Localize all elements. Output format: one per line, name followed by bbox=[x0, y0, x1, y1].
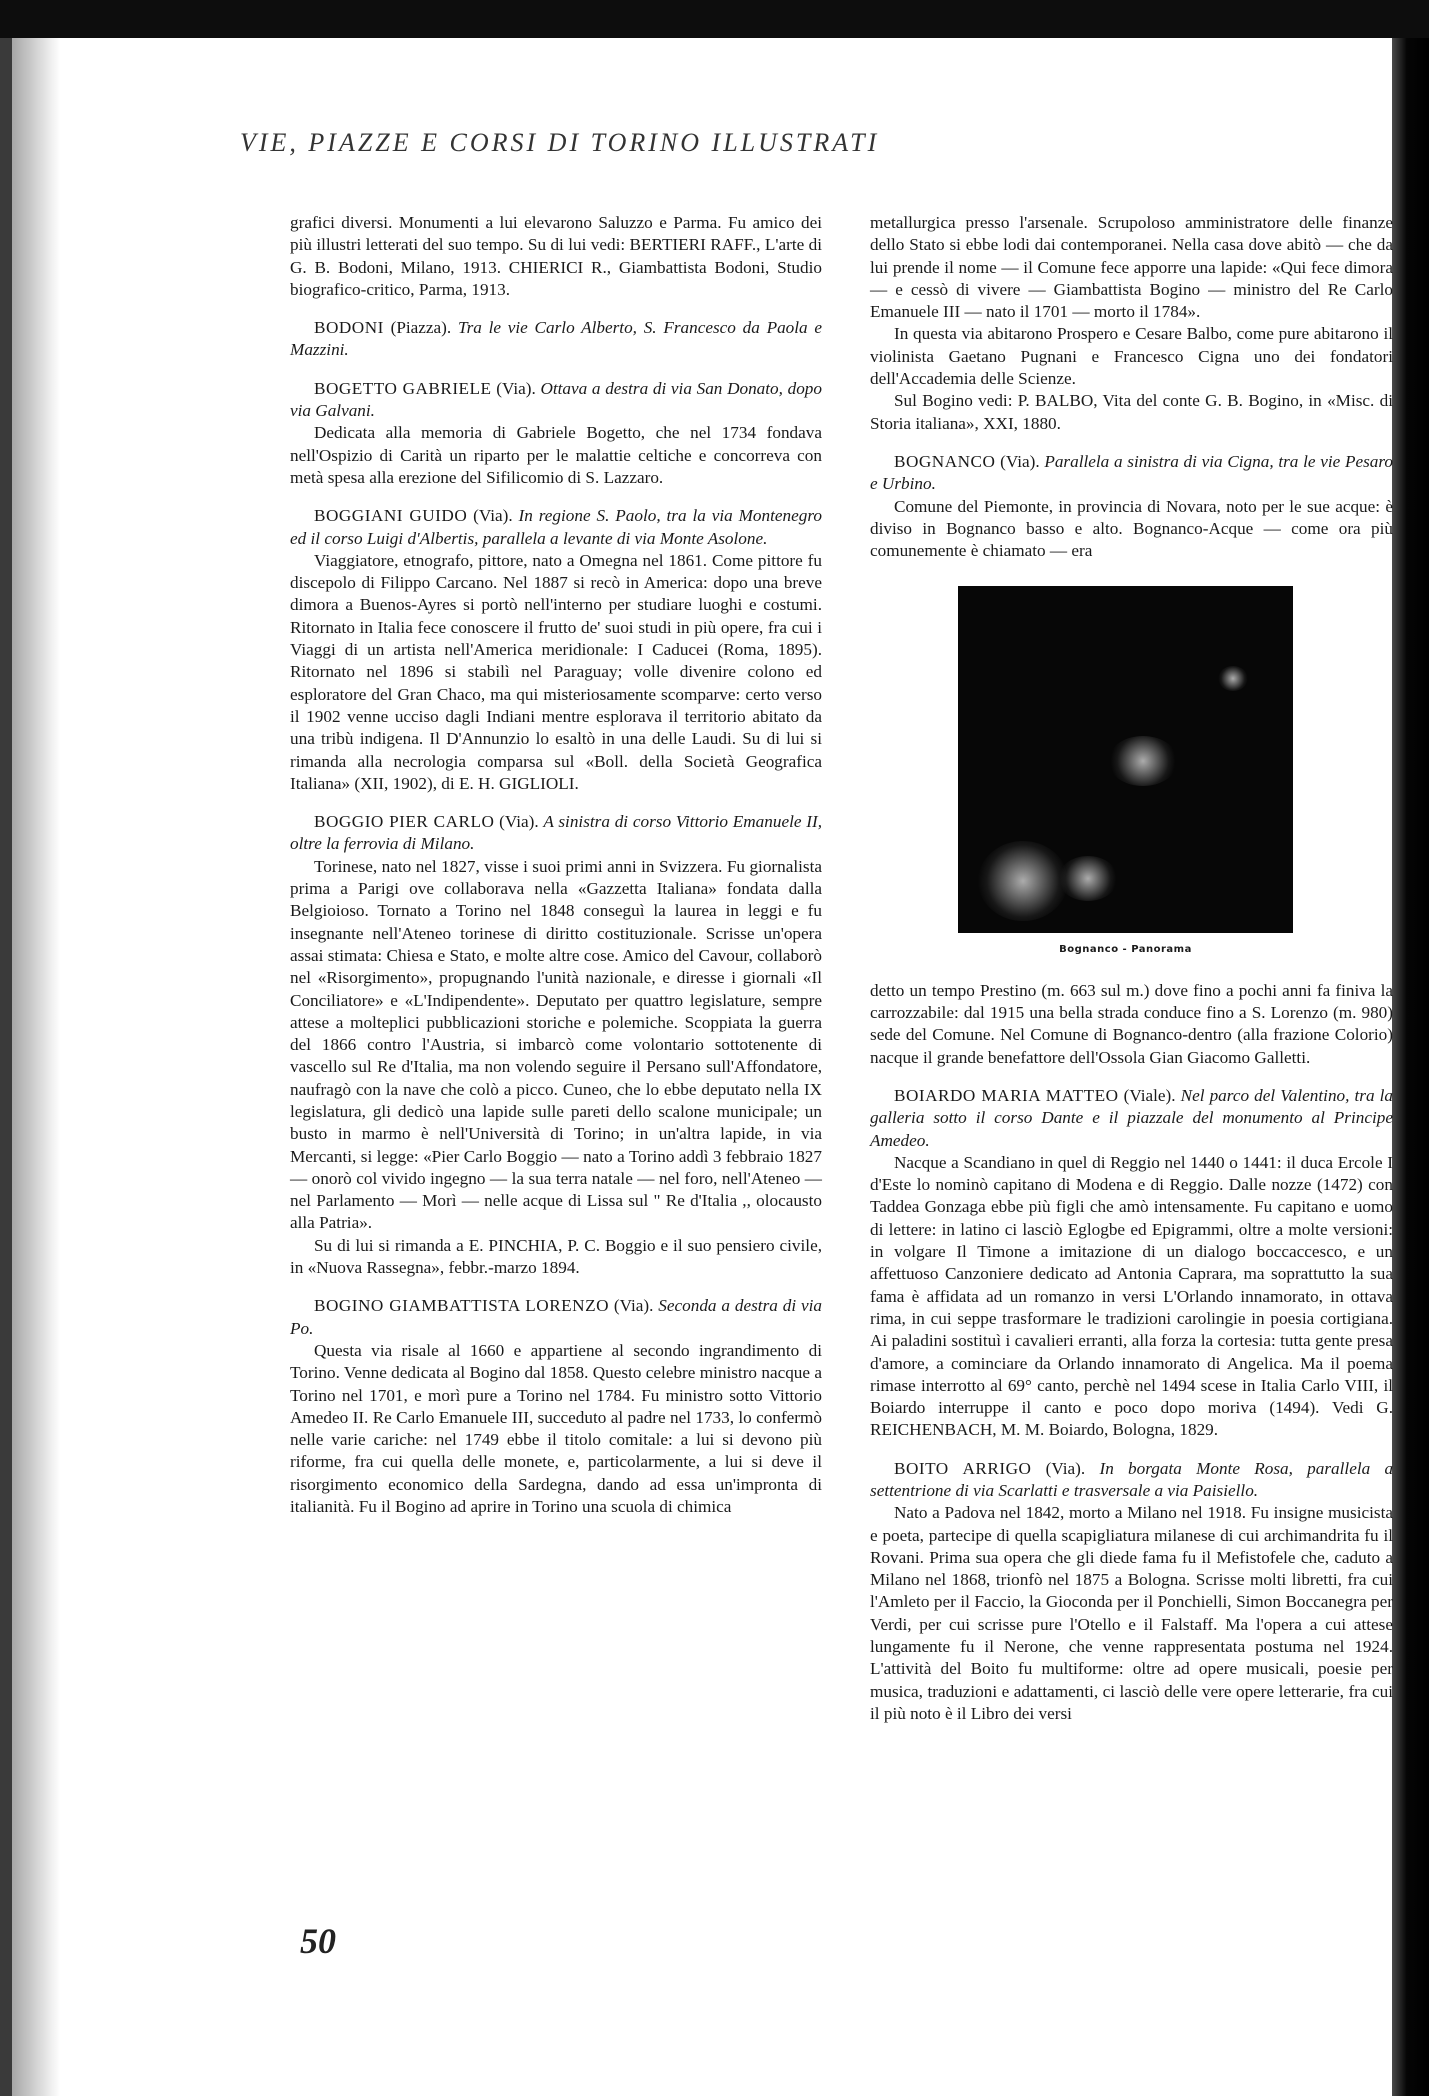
entry-heading bbox=[870, 1085, 1393, 1152]
left-column bbox=[290, 212, 822, 1518]
street-name: BOGGIO PIER CARLO bbox=[314, 812, 495, 832]
paragraph: Nacque a Scandiano in quel di Reggio nel 1440 o 1441: il duca Ercole I d'Este lo nominò capitano di Modena e di Reggio. Dalle nozze (1472) con Taddea Gonzaga ebbe più figli che amò intensamente. Fu capitano e uomo di lettere: in latino ci lasciò Eglogbe ed Epigrammi, oltre a molte versioni: in volgare Il Timone a imitazione di un dialogo boccaccesco, e un affettuoso Canzoniere dedicato ad Antonia Caprara, ma soprattutto la sua fama è affidata ad un romanzo in versi L'Orlando innamorato, in ottava rima, in cui seppe trasformare le tradizioni carolingie in poesia cortigiana. Ai paladini sostituì i cavalieri erranti, alla forza la cortesia: tutta gente presa d'amore, a cominciare da Orlando innamorato di Angelica. Ma il poema rimase interrotto al 69° canto, perchè nel 1494 scese in Italia Carlo VIII, il Boiardo interruppe il canto e poco dopo moriva (1494). Vedi G. REICHENBACH, M. M. Boiardo, Bologna, 1829. bbox=[870, 1152, 1393, 1440]
entry-heading bbox=[290, 505, 822, 550]
photo-highlight bbox=[1218, 666, 1248, 691]
photo-highlight bbox=[1108, 736, 1178, 786]
entry-boggiani bbox=[290, 505, 822, 795]
bognanco-panorama-photo bbox=[958, 586, 1293, 933]
street-location: In borgata Monte Rosa, parallela a settentrione di via Scarlatti e trasversale a via Paisiello. bbox=[870, 1458, 1394, 1500]
entry-boito bbox=[870, 1458, 1393, 1726]
right-column bbox=[870, 212, 1393, 1725]
paragraph: grafici diversi. Monumenti a lui elevarono Saluzzo e Parma. Fu amico dei più illustri letterati del suo tempo. Su di lui vedi: BERTIERI RAFF., L'arte di G. B. Bodoni, Milano, 1913. CHIERICI R., Giambattista Bodoni, Studio biografico-critico, Parma, 1913. bbox=[290, 213, 822, 299]
scan-left-border bbox=[0, 38, 12, 2096]
paragraph: metallurgica presso l'arsenale. Scrupoloso amministratore delle finanze dello Stato si ebbe lodi dai contemporanei. Nella casa dove abitò — che da lui prende il nome — il Comune fece apporre una lapide: «Qui fece dimora — e cessò di vivere — Giambattista Bogino — ministro del Re Carlo Emanuele III — nato il 1701 — morto il 1784». bbox=[870, 213, 1393, 322]
street-location: Nel parco del Valentino, tra la galleria sotto il corso Dante e il piazzale del monumento al Principe Amedeo. bbox=[870, 1085, 1394, 1150]
entry-bodoni bbox=[290, 317, 822, 362]
entry-boiardo bbox=[870, 1085, 1393, 1442]
paragraph: Nato a Padova nel 1842, morto a Milano nel 1918. Fu insigne musicista e poeta, partecipe di quella scapigliatura milanese di cui archimandrita fu il Rovani. Prima sua opera che gli diede fama fu il Mefistofele che, caduto a Milano nel 1868, trionfò nel 1875 a Bologna. Scrisse molti libretti, fra cui l'Amleto per il Faccio, la Gioconda per il Ponchielli, Simon Boccanegra per Verdi, per cui scrisse pure l'Otello e il Falstaff. Ma l'opera a cui attese lungamente fu il Nerone, che venne rappresentata postuma nel 1924. L'attività del Boito fu multiforme: oltre ad opere musicali, poesie per musica, traduzioni e adattamenti, ci lasciò delle vere opere letterarie, fra cui il più noto è il Libro dei versi bbox=[870, 1503, 1393, 1723]
paragraph: Torinese, nato nel 1827, visse i suoi primi anni in Svizzera. Fu giornalista prima a Parigi ove collaborava nella «Gazzetta Italiana» fondata dalla Belgioioso. Tornato a Torino nel 1848 conseguì la laurea in leggi e fu insegnante nell'Ateneo torinese di diritto costituzionale. Scrisse un'opera assai stimata: Chiesa e Stato, e molte altre cose. Amico del Cavour, collaborò nel «Risorgimento», propugnando l'unità nazionale, e diresse i giornali «Il Conciliatore» e «L'Indipendente». Deputato per quattro legislature, sempre attese a molteplici pubblicazioni storiche e polemiche. Scoppiata la guerra del 1866 contro l'Austria, si imbarcò come volontario sottotenente di vascello sul Re d'Italia, ma non volendo seguire il Persano sull'Affondatore, naufragò con la nave che colò a picco. Cuneo, che lo ebbe deputato nella IX legislatura, gli dedicò una lapide sulle pareti dello scalone municipale; un busto in marmo è nell'Università di Torino; in un'altra lapide, in via Mercanti, si legge: «Pier Carlo Boggio — nato a Torino addì 3 febbraio 1827 — onorò col vivido ingegno — la sua terra natale — nel foro, nell'Ateneo — nel Parlamento — Morì — nelle acque di Lissa sul " Re d'Italia ,, olocausto alla Patria». bbox=[290, 856, 822, 1233]
street-location: Tra le vie Carlo Alberto, S. Francesco da Paola e Mazzini. bbox=[290, 318, 823, 360]
paragraph: Dedicata alla memoria di Gabriele Bogetto, che nel 1734 fondava nell'Ospizio di Carità un riparto per le malattie celtiche e concorreva con metà spesa alla erezione del Sifilicomio di S. Lazzaro. bbox=[290, 423, 822, 487]
running-head: VIE, PIAZZE E CORSI DI TORINO ILLUSTRATI bbox=[240, 128, 880, 157]
street-type: (Via). bbox=[473, 506, 513, 526]
scan-top-border bbox=[0, 0, 1429, 38]
street-name: BOGGIANI GUIDO bbox=[314, 506, 468, 526]
paragraph: Sul Bogino vedi: P. BALBO, Vita del conte G. B. Bogino, in «Misc. di Storia italiana», XXI, 1880. bbox=[870, 391, 1393, 433]
street-name: BOITO ARRIGO bbox=[894, 1458, 1032, 1478]
street-name: BOGINO GIAMBATTISTA LORENZO bbox=[314, 1296, 609, 1316]
street-type: (Via). bbox=[1045, 1458, 1086, 1478]
entry-bognanco bbox=[870, 451, 1393, 1069]
street-location: Ottava a destra di via San Donato, dopo via Galvani. bbox=[290, 378, 822, 421]
entry-heading bbox=[870, 451, 1393, 496]
page-number: 50 bbox=[300, 1921, 336, 1961]
street-name: BOIARDO MARIA MATTEO bbox=[894, 1085, 1119, 1105]
street-type: (Via). bbox=[499, 812, 539, 832]
paragraph: Su di lui si rimanda a E. PINCHIA, P. C. Boggio e il suo pensiero civile, in «Nuova Rassegna», febbr.-marzo 1894. bbox=[290, 1235, 822, 1278]
street-type: (Piazza). bbox=[390, 318, 452, 338]
street-type: (Viale). bbox=[1123, 1085, 1176, 1105]
photo-highlight bbox=[1058, 856, 1118, 901]
scan-right-border bbox=[1392, 38, 1429, 2096]
street-location: A sinistra di corso Vittorio Emanuele II, oltre la ferrovia di Milano. bbox=[290, 812, 822, 854]
entry-heading bbox=[290, 1295, 822, 1340]
page-gutter-shadow bbox=[12, 38, 60, 2096]
street-type: (Via). bbox=[613, 1296, 654, 1316]
entry-heading bbox=[290, 378, 822, 423]
paragraph: Comune del Piemonte, in provincia di Novara, noto per le sue acque: è diviso in Bognanco basso e alto. Bognanco-Acque — come ora più comunemente è chiamato — era bbox=[870, 496, 1393, 561]
entry-heading bbox=[290, 317, 822, 362]
street-type: (Via). bbox=[1000, 451, 1040, 471]
photo-caption: Bognanco - Panorama bbox=[1059, 944, 1192, 956]
street-location: In regione S. Paolo, tra la via Montenegro ed il corso Luigi d'Albertis, parallela a levante di via Monte Asolone. bbox=[290, 506, 822, 548]
photo-highlight bbox=[978, 841, 1068, 921]
street-location: Seconda a destra di via Po. bbox=[290, 1296, 823, 1338]
paragraph: Questa via risale al 1660 e appartiene al secondo ingrandimento di Torino. Venne dedicata al Bogino dal 1858. Questo celebre ministro nacque a Torino nel 1701, e morì pure a Torino nel 1784. Fu ministro sotto Vittorio Amedeo II. Re Carlo Emanuele III, succeduto al padre nel 1733, lo confermò nelle varie cariche: nel 1749 ebbe il titolo comitale: a lui si devono più riforme, fra cui quella delle monete, e, particolarmente, a lui si deve il risorgimento economico della Sardegna, dando ad essa un'impronta di italianità. Fu il Bogino ad aprire in Torino una scuola di chimica bbox=[290, 1340, 822, 1517]
paragraph: detto un tempo Prestino (m. 663 sul m.) dove fino a pochi anni fa finiva la carrozzabile: dal 1915 una bella strada conduce fino a S. Lorenzo (m. 980) sede del Comune. Nel Comune di Bognanco-dentro (alla frazione Colorio) nacque il grande benefattore dell'Ossola Gian Giacomo Galletti. bbox=[870, 980, 1393, 1067]
entry-bogino bbox=[290, 1295, 822, 1518]
paragraph: In questa via abitarono Prospero e Cesare Balbo, come pure abitarono il violinista Gaetano Pugnani e Francesco Cigna uno dei fondatori dell'Accademia delle Scienze. bbox=[870, 324, 1393, 389]
entry-heading bbox=[870, 1458, 1393, 1503]
paragraph: Viaggiatore, etnografo, pittore, nato a Omegna nel 1861. Come pittore fu discepolo di Filippo Carcano. Nel 1887 si recò in America: dopo una breve dimora a Buenos-Ayres si portò nell'interno per studiare luoghi e costumi. Ritornato in Italia fece conoscere il frutto de' suoi studi in più opere, fra cui i Viaggi di un artista nell'America meridionale: I Caducei (Roma, 1895). Ritornato nel 1896 si stabilì nel Paraguay; volle divenire colono ed esploratore del Gran Chaco, ma qui misteriosamente scomparve: certo verso il 1902 venne ucciso dagli Indiani mentre esplorava il territorio abitato da una tribù indigena. Il D'Annunzio lo esaltò in una delle Laudi. Su di lui si rimanda alla necrologia comparsa sul «Boll. della Società Geografica Italiana» (XII, 1902), di E. H. GIGLIOLI. bbox=[290, 550, 822, 793]
street-location: Parallela a sinistra di via Cigna, tra le vie Pesaro e Urbino. bbox=[870, 451, 1393, 494]
street-type: (Via). bbox=[496, 378, 536, 398]
street-name: BOGNANCO bbox=[894, 451, 996, 471]
street-name: BODONI bbox=[314, 318, 384, 338]
entry-bogetto bbox=[290, 378, 822, 489]
entry-heading bbox=[290, 811, 822, 856]
street-name: BOGETTO GABRIELE bbox=[314, 378, 492, 398]
entry-boggio bbox=[290, 811, 822, 1279]
